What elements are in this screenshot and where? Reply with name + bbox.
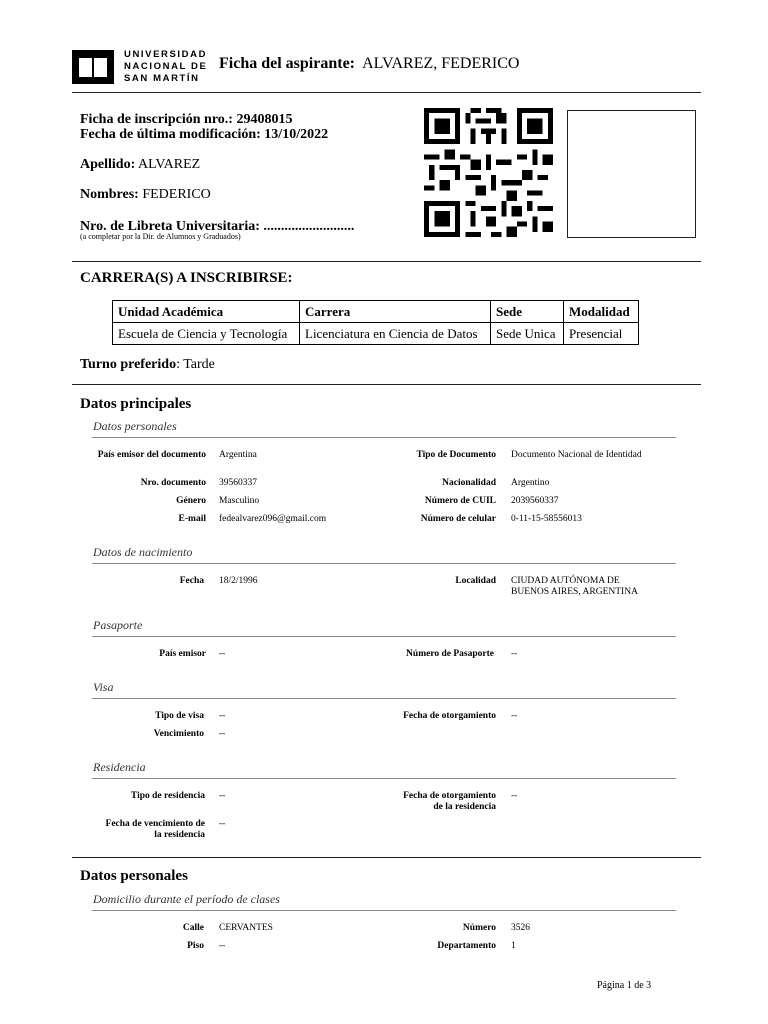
label-cuil: Número de CUIL (424, 496, 496, 506)
divider (92, 910, 676, 911)
label-vencimiento-residencia: Fecha de vencimiento de la residencia (105, 819, 205, 840)
subsection-domicilio: Domicilio durante el período de clases (93, 892, 280, 906)
label-tipo-visa: Tipo de visa (155, 711, 204, 721)
subsection-datos-personales: Datos personales (93, 419, 177, 433)
value-cuil: 2039560337 (511, 496, 559, 506)
label-otorgamiento-residencia: Fecha de otorgamiento de la residencia (403, 791, 496, 812)
applicant-name: ALVAREZ, FEDERICO (362, 55, 520, 72)
value-otorgamiento-residencia: -- (511, 791, 518, 801)
section-title-datos-principales: Datos principales (80, 396, 192, 412)
libreta-note: (a completar por la Dir. de Alumnos y Graduados) (80, 232, 241, 241)
label-piso: Piso (187, 941, 204, 951)
subsection-datos-nacimiento: Datos de nacimiento (93, 545, 193, 559)
label-fecha-otorgamiento: Fecha de otorgamiento (403, 711, 496, 721)
label-numero: Número (462, 923, 496, 933)
last-modified-date: Fecha de última modificación: 13/10/2022 (80, 127, 329, 142)
value-pais-emisor: Argentina (219, 450, 257, 460)
label-vencimiento: Vencimiento (153, 729, 204, 739)
libreta-field: Nro. de Libreta Universitaria: .......................... (80, 219, 355, 234)
carreras-table (112, 300, 639, 345)
value-piso: -- (219, 941, 226, 951)
value-departamento: 1 (511, 941, 516, 951)
label-pais-emisor: País emisor del documento (97, 450, 206, 460)
label-departamento: Departamento (437, 941, 496, 951)
table-header-cell: Unidad Académica (113, 301, 300, 323)
label-nacionalidad: Nacionalidad (442, 478, 496, 488)
table-cell: Licenciatura en Ciencia de Datos (300, 323, 491, 345)
photo-placeholder (567, 110, 696, 238)
turno-field: Turno preferido: Tarde (80, 357, 215, 372)
value-vencimiento-residencia: -- (219, 819, 226, 829)
divider (92, 778, 676, 779)
university-logo-icon (72, 50, 114, 84)
qr-code-icon (424, 108, 553, 237)
carreras-title: CARRERA(S) A INSCRIBIRSE: (80, 270, 293, 286)
label-genero: Género (176, 496, 206, 506)
divider (72, 857, 701, 858)
table-header-cell: Modalidad (564, 301, 639, 323)
label-localidad: Localidad (455, 576, 496, 586)
value-numero-pasaporte: -- (511, 649, 518, 659)
table-header-row (113, 301, 639, 323)
label-celular: Número de celular (420, 514, 496, 524)
divider (92, 563, 676, 564)
table-header-cell: Carrera (300, 301, 491, 323)
divider (72, 261, 701, 262)
value-calle: CERVANTES (219, 923, 273, 933)
value-genero: Masculino (219, 496, 260, 506)
table-row (113, 323, 639, 345)
value-fecha-nacimiento: 18/2/1996 (219, 576, 258, 586)
label-tipo-residencia: Tipo de residencia (130, 791, 205, 801)
table-cell: Presencial (564, 323, 639, 345)
value-vencimiento: -- (219, 729, 226, 739)
value-tipo-documento: Documento Nacional de Identidad (511, 450, 642, 460)
value-pais-emisor-pasaporte: -- (219, 649, 226, 659)
divider (92, 636, 676, 637)
divider (92, 698, 676, 699)
label-nro-documento: Nro. documento (140, 478, 206, 488)
nombres-field: Nombres: FEDERICO (80, 187, 211, 202)
divider (92, 437, 676, 438)
value-fecha-otorgamiento: -- (511, 711, 518, 721)
label-email: E-mail (178, 514, 206, 524)
divider (72, 92, 701, 93)
label-fecha-nacimiento: Fecha (179, 576, 204, 586)
divider (72, 384, 701, 385)
page-title: Ficha del aspirante: ALVAREZ, FEDERICO (219, 55, 520, 72)
label-numero-pasaporte: Número de Pasaporte (406, 649, 494, 659)
value-tipo-visa: -- (219, 711, 226, 721)
label-tipo-documento: Tipo de Documento (416, 450, 496, 460)
table-cell: Sede Unica (491, 323, 564, 345)
apellido-field: Apellido: ALVAREZ (80, 157, 201, 172)
label-pais-emisor-pasaporte: País emisor (159, 649, 206, 659)
subsection-residencia: Residencia (93, 760, 146, 774)
university-name: UNIVERSIDAD NACIONAL DE SAN MARTÍN (124, 49, 208, 84)
subsection-pasaporte: Pasaporte (93, 618, 143, 632)
value-email: fedealvarez096@gmail.com (219, 514, 327, 524)
value-nacionalidad: Argentino (511, 478, 550, 488)
value-nro-documento: 39560337 (219, 478, 257, 488)
value-tipo-residencia: -- (219, 791, 226, 801)
value-localidad: CIUDAD AUTÓNOMA DE BUENOS AIRES, ARGENTINA (511, 576, 638, 597)
table-cell: Escuela de Ciencia y Tecnología (113, 323, 300, 345)
section-title-datos-personales: Datos personales (80, 868, 188, 884)
value-numero: 3526 (511, 923, 530, 933)
inscripcion-number: Ficha de inscripción nro.: 29408015 (80, 112, 293, 127)
page-number: Página 1 de 3 (597, 980, 652, 991)
subsection-visa: Visa (93, 680, 114, 694)
label-calle: Calle (182, 923, 204, 933)
value-celular: 0-11-15-58556013 (511, 514, 582, 524)
table-header-cell: Sede (491, 301, 564, 323)
